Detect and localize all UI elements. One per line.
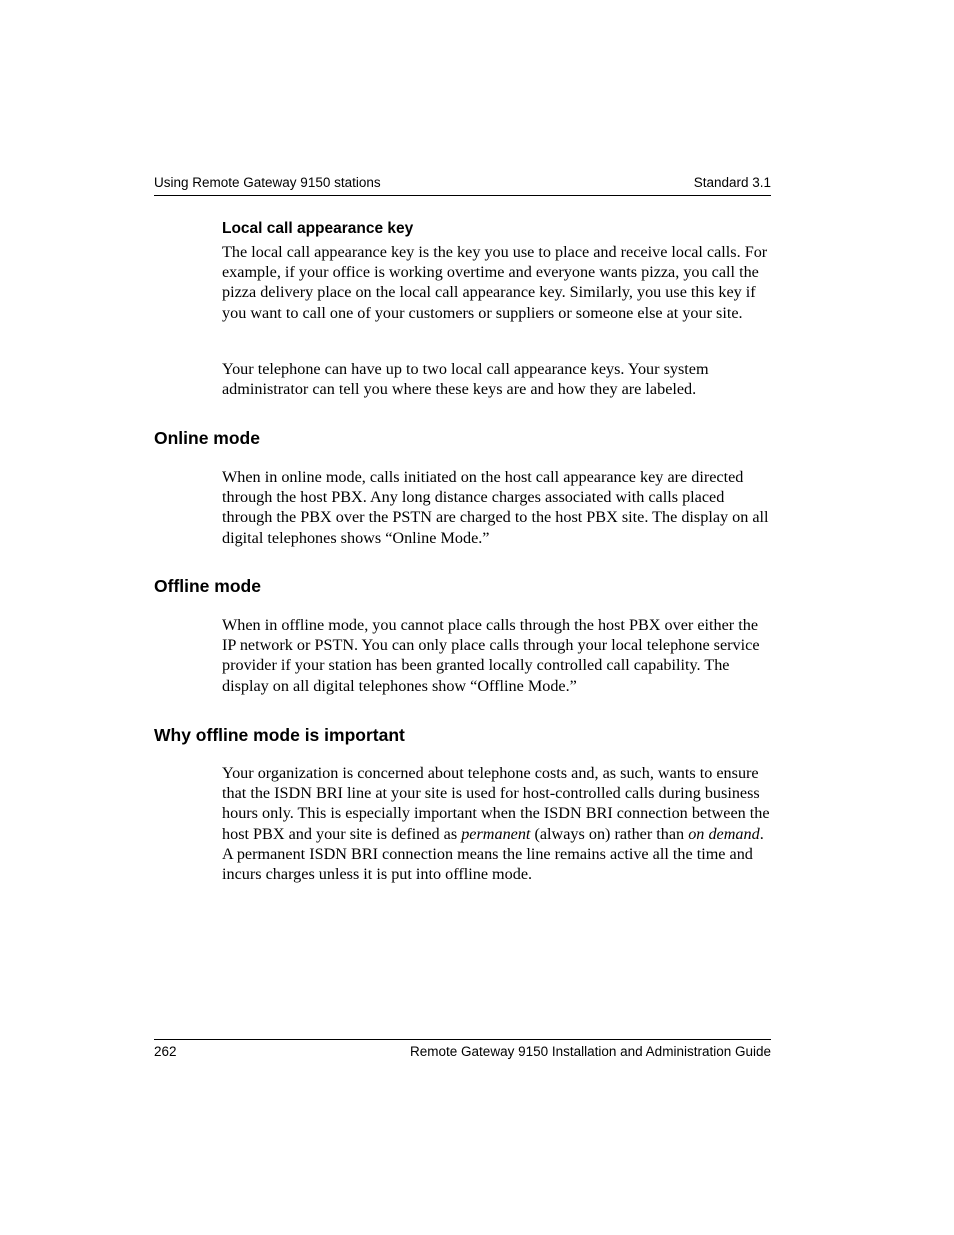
emphasis-permanent: permanent	[461, 824, 531, 843]
heading-online-mode: Online mode	[154, 428, 260, 448]
paragraph-local-call-key-count: Your telephone can have up to two local call appearance keys. Your system administrator can tell you where these keys are and how they are labeled.	[222, 360, 709, 399]
why-offline-text-2: (always on) rather than	[530, 824, 689, 843]
paragraph-local-call-key: The local call appearance key is the key you use to place and receive local calls. For example, if your office is working overtime and everyone wants pizza, you call the pizza delivery place on the local call appearance key. Similarly, you use this key if you want to call one of your customers or suppliers or someone else at your site.	[222, 243, 768, 322]
heading-local-call-appearance-key: Local call appearance key	[222, 220, 414, 237]
why-offline-text-3: . A permanent ISDN BRI connection means the line remains active all the time and incurs charges unless it is put into offline mode.	[222, 824, 764, 884]
page-footer	[154, 1039, 771, 1062]
paragraph-online-mode: When in online mode, calls initiated on the host call appearance key are directed through the host PBX. Any long distance charges associated with calls placed through the PBX over the PSTN are charged to the host PBX site. The display on all digital telephones shows “Online Mode.”	[222, 468, 769, 547]
header-version: Standard 3.1	[693, 175, 771, 190]
footer-guide-title: Remote Gateway 9150 Installation and Administration Guide	[410, 1044, 771, 1059]
page-header	[154, 175, 771, 196]
page-number: 262	[154, 1044, 177, 1059]
emphasis-on-demand: on demand	[688, 824, 760, 843]
heading-why-offline-mode: Why offline mode is important	[154, 725, 405, 745]
heading-offline-mode: Offline mode	[154, 576, 261, 596]
header-chapter-title: Using Remote Gateway 9150 stations	[154, 175, 381, 190]
paragraph-offline-mode: When in offline mode, you cannot place calls through the host PBX over either the IP network or PSTN. You can only place calls through your local telephone service provider if your station has been granted locally controlled call capability. The display on all digital telephones show “Offline Mode.”	[222, 616, 760, 695]
paragraph-why-offline-mode	[222, 763, 774, 884]
why-offline-text-1: Your organization is concerned about telephone costs and, as such, wants to ensure that the ISDN BRI line at your site is used for host-controlled calls during business hours only. This is especially important when the ISDN BRI connection between the host PBX and your site is defined as	[222, 764, 770, 843]
